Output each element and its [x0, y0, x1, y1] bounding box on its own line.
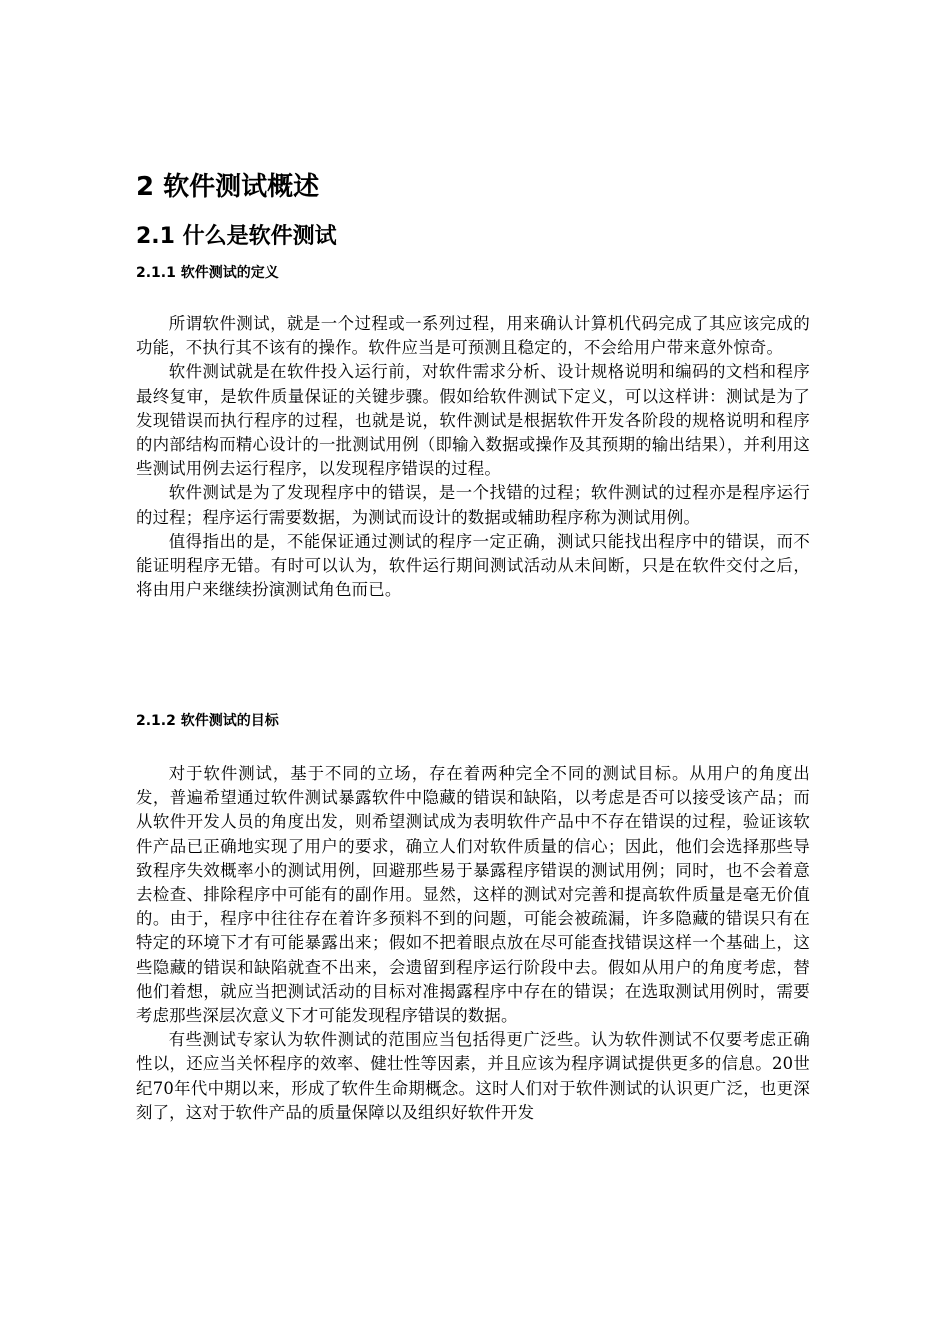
- paragraph: 值得指出的是，不能保证通过测试的程序一定正确，测试只能找出程序中的错误，而不能证明程序无错。有时可以认为，软件运行期间测试活动从未间断，只是在软件交付之后，将由用户来继续扮演测试角色而已。: [136, 531, 810, 600]
- paragraph: 软件测试是为了发现程序中的错误，是一个找错的过程；软件测试的过程亦是程序运行的过程；程序运行需要数据，为测试而设计的数据或辅助程序称为测试用例。: [136, 483, 810, 527]
- subsection-body-definition: [136, 312, 810, 602]
- subsection-heading-definition: 2.1.1 软件测试的定义: [136, 265, 279, 281]
- chapter-heading: 2 软件测试概述: [136, 172, 320, 202]
- subsection-body-goals: [136, 762, 810, 1125]
- paragraph: 软件测试就是在软件投入运行前，对软件需求分析、设计规格说明和编码的文档和程序最终复审，是软件质量保证的关键步骤。假如给软件测试下定义，可以这样讲：测试是为了发现错误而执行程序的过程，也就是说，软件测试是根据软件开发各阶段的规格说明和程序的内部结构而精心设计的一批测试用例（即输入数据或操作及其预期的输出结果），并利用这些测试用例去运行程序，以发现程序错误的过程。: [136, 362, 810, 479]
- subsection-heading-goals: 2.1.2 软件测试的目标: [136, 713, 279, 729]
- paragraph: 有些测试专家认为软件测试的范围应当包括得更广泛些。认为软件测试不仅要考虑正确性以，还应当关怀程序的效率、健壮性等因素，并且应该为程序调试提供更多的信息。20世纪70年代中期以来，形成了软件生命期概念。这时人们对于软件测试的认识更广泛，也更深刻了，这对于软件产品的质量保障以及组织好软件开发: [136, 1030, 810, 1122]
- paragraph: 对于软件测试，基于不同的立场，存在着两种完全不同的测试目标。从用户的角度出发，普遍希望通过软件测试暴露软件中隐藏的错误和缺陷，以考虑是否可以接受该产品；而从软件开发人员的角度出发，则希望测试成为表明软件产品中不存在错误的过程，验证该软件产品已正确地实现了用户的要求，确立人们对软件质量的信心；因此，他们会选择那些导致程序失效概率小的测试用例，回避那些易于暴露程序错误的测试用例；同时，也不会着意去检查、排除程序中可能有的副作用。显然，这样的测试对完善和提高软件质量是毫无价值的。由于，程序中往往存在着许多预料不到的问题，可能会被疏漏，许多隐藏的错误只有在特定的环境下才有可能暴露出来；假如不把着眼点放在尽可能查找错误这样一个基础上，这些隐藏的错误和缺陷就查不出来，会遗留到程序运行阶段中去。假如从用户的角度考虑，替他们着想，就应当把测试活动的目标对准揭露程序中存在的错误；在选取测试用例时，需要考虑那些深层次意义下才可能发现程序错误的数据。: [136, 764, 810, 1026]
- paragraph: 所谓软件测试，就是一个过程或一系列过程，用来确认计算机代码完成了其应该完成的功能，不执行其不该有的操作。软件应当是可预测且稳定的，不会给用户带来意外惊奇。: [136, 314, 810, 358]
- section-heading: 2.1 什么是软件测试: [136, 224, 337, 249]
